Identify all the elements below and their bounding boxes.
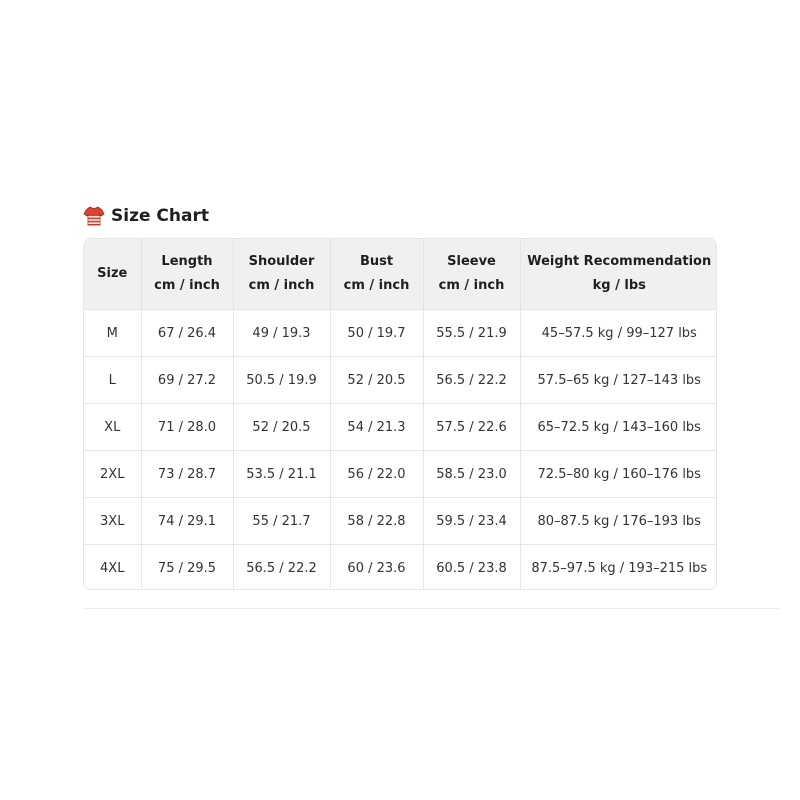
table-row	[84, 357, 717, 404]
cell-bust: 56 / 22.0	[330, 451, 423, 498]
cell-sleeve: 56.5 / 22.2	[423, 357, 520, 404]
cell-weight: 45–57.5 kg / 99–127 lbs	[520, 310, 717, 357]
cell-length: 75 / 29.5	[141, 545, 233, 591]
cell-size: L	[84, 357, 141, 404]
cell-length: 69 / 27.2	[141, 357, 233, 404]
cell-sleeve: 55.5 / 21.9	[423, 310, 520, 357]
cell-length: 73 / 28.7	[141, 451, 233, 498]
table-row	[84, 498, 717, 545]
cell-shoulder: 52 / 20.5	[233, 404, 330, 451]
cell-sleeve: 57.5 / 22.6	[423, 404, 520, 451]
cell-weight: 57.5–65 kg / 127–143 lbs	[520, 357, 717, 404]
column-header-bust: Bust cm / inch	[330, 239, 423, 310]
table-header-row	[84, 239, 717, 310]
cell-sleeve: 60.5 / 23.8	[423, 545, 520, 591]
cell-shoulder: 56.5 / 22.2	[233, 545, 330, 591]
cell-weight: 87.5–97.5 kg / 193–215 lbs	[531, 560, 708, 576]
column-header-weight: Weight Recommendation kg / lbs	[520, 239, 717, 310]
cell-bust: 54 / 21.3	[330, 404, 423, 451]
cell-sleeve: 59.5 / 23.4	[423, 498, 520, 545]
cell-size: M	[84, 310, 141, 357]
size-table	[83, 238, 717, 590]
cell-bust: 58 / 22.8	[330, 498, 423, 545]
cell-length: 71 / 28.0	[141, 404, 233, 451]
cell-weight: 65–72.5 kg / 143–160 lbs	[520, 404, 717, 451]
page-title: Size Chart	[111, 206, 209, 226]
column-header-sleeve: Sleeve cm / inch	[423, 239, 520, 310]
cell-size: 2XL	[84, 451, 141, 498]
cell-sleeve: 58.5 / 23.0	[423, 451, 520, 498]
column-header-size: Size	[84, 239, 141, 310]
table-row	[84, 310, 717, 357]
cell-bust: 50 / 19.7	[330, 310, 423, 357]
cell-weight: 80–87.5 kg / 176–193 lbs	[520, 498, 717, 545]
column-header-shoulder: Shoulder cm / inch	[233, 239, 330, 310]
cell-shoulder: 53.5 / 21.1	[233, 451, 330, 498]
cell-weight: 72.5–80 kg / 160–176 lbs	[520, 451, 717, 498]
table-row	[84, 545, 717, 591]
table-row	[84, 451, 717, 498]
cell-bust: 52 / 20.5	[330, 357, 423, 404]
column-header-length: Length cm / inch	[141, 239, 233, 310]
cell-length: 74 / 29.1	[141, 498, 233, 545]
cell-size: XL	[84, 404, 141, 451]
tshirt-icon	[83, 205, 105, 227]
cell-shoulder: 55 / 21.7	[233, 498, 330, 545]
cell-bust: 60 / 23.6	[330, 545, 423, 591]
cell-length: 67 / 26.4	[141, 310, 233, 357]
cell-size: 3XL	[84, 498, 141, 545]
cell-shoulder: 50.5 / 19.9	[233, 357, 330, 404]
section-divider	[83, 608, 780, 609]
cell-size: 4XL	[84, 545, 141, 591]
cell-shoulder: 49 / 19.3	[233, 310, 330, 357]
table-row	[84, 404, 717, 451]
size-chart-heading	[83, 203, 209, 229]
